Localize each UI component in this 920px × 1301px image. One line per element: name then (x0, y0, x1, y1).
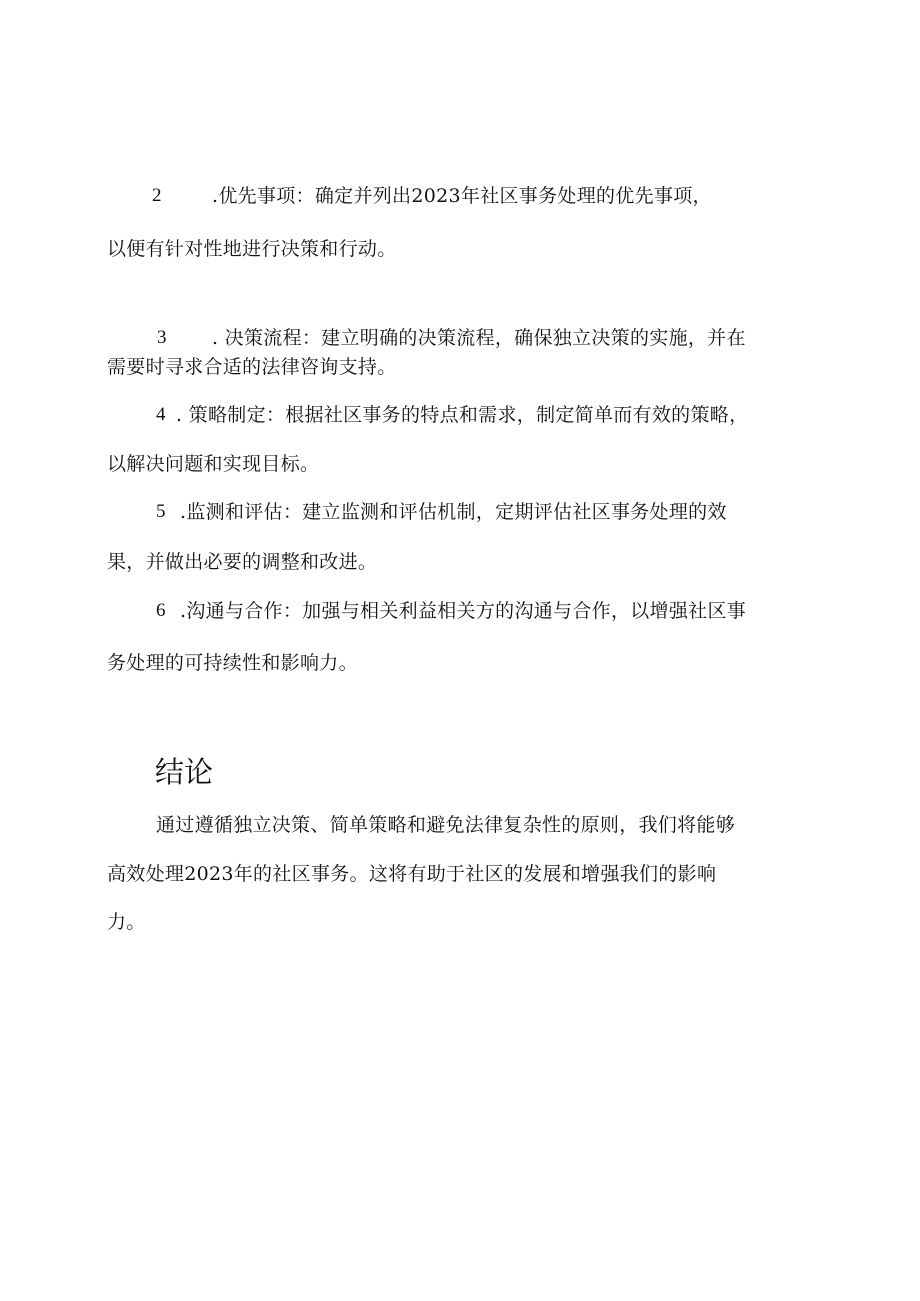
section-heading: 结论 (155, 755, 214, 789)
item-text-line-2: 需要时寻求合适的法律咨询支持。 (107, 356, 397, 378)
item-text-line-2: 果，并做出必要的调整和改进。 (107, 551, 378, 573)
item-number: 2 (152, 185, 162, 206)
item-number: 3 (157, 327, 167, 348)
item-number: 6 (156, 600, 166, 621)
paragraph-line-2: 高效处理2023年的社区事务。这将有助于社区的发展和增强我们的影响 (107, 863, 717, 885)
item-text-line-1: . 决策流程：建立明确的决策流程，确保独立决策的实施，并在 (212, 327, 746, 349)
paragraph-line-1: 通过遵循独立决策、简单策略和避免法律复杂性的原则，我们将能够 (156, 814, 736, 836)
item-text-line-1: .监测和评估：建立监测和评估机制，定期评估社区事务处理的效 (180, 501, 727, 523)
item-text-line-1: . 策略制定：根据社区事务的特点和需求，制定简单而有效的策略， (176, 404, 749, 426)
item-text-line-2: 以解决问题和实现目标。 (107, 453, 320, 475)
item-number: 5 (156, 501, 166, 522)
item-text-line-2: 务处理的可持续性和影响力。 (107, 652, 358, 674)
item-text-line-2: 以便有针对性地进行决策和行动。 (107, 238, 397, 260)
item-text-line-1: .优先事项：确定并列出2023年社区事务处理的优先事项， (212, 185, 712, 207)
paragraph-line-3: 力。 (107, 911, 146, 933)
item-text-line-1: .沟通与合作：加强与相关利益相关方的沟通与合作，以增强社区事 (180, 600, 747, 622)
item-number: 4 (156, 404, 166, 425)
